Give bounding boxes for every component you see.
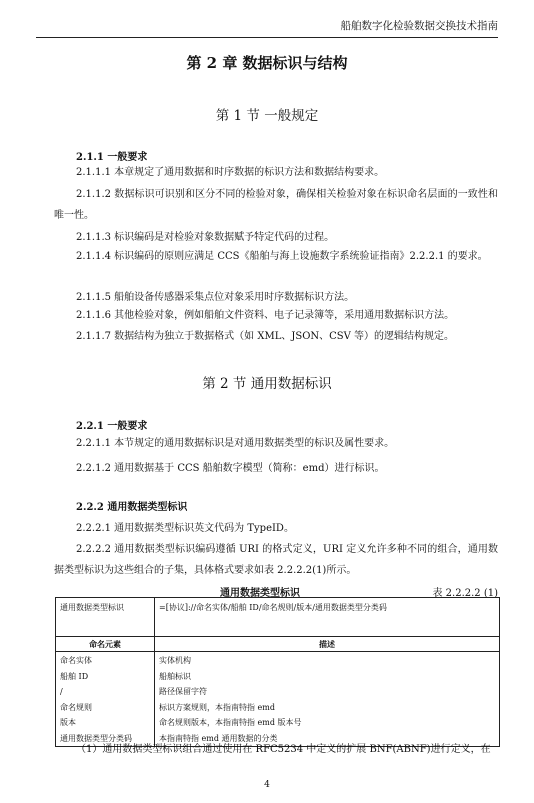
para-2-2-2-1: 2.2.2.1 通用数据类型标识英文代码为 TypeID。 [76, 523, 294, 534]
table-cell-element: 船舶 ID [60, 671, 89, 681]
section-2-title: 第 2 节 通用数据标识 [202, 376, 332, 392]
table-cell-desc: 命名规则版本，本指南特指 emd 版本号 [159, 718, 302, 727]
para-2-1-1-1: 2.1.1.1 本章规定了通用数据和时序数据的标识方法和数据结构要求。 [76, 167, 385, 178]
table-cell-desc: 标识方案规则，本指南特指 emd [159, 702, 275, 712]
element-column [56, 652, 155, 747]
section-1-title: 第 1 节 一般规定 [215, 108, 319, 124]
table-format-row [56, 598, 500, 637]
header-rule [36, 37, 498, 38]
chapter-title: 第 2 章 数据标识与结构 [186, 54, 348, 72]
table-body-row [56, 652, 500, 747]
table-header-row [56, 637, 500, 652]
heading-2-2-2: 2.2.2 通用数据类型标识 [76, 502, 188, 513]
heading-2-1-1: 2.1.1 一般要求 [76, 152, 148, 163]
page-number: 4 [264, 780, 270, 790]
para-abnf-note: （1）通用数据类型标识组合通过使用在 RFC5234 中定义的扩展 BNF(ABNF)进行定义，在 [76, 744, 491, 755]
table-number: 表 2.2.2.2 (1) [432, 588, 498, 599]
para-2-1-1-3: 2.1.1.3 标识编码是对检验对象数据赋予特定代码的过程。 [76, 232, 335, 243]
table-cell-desc: 船舶标识 [159, 671, 191, 681]
col-header-desc: 描述 [155, 637, 500, 652]
table-caption: 通用数据类型标识 [220, 588, 300, 599]
table-cell-desc: 实体机构 [159, 656, 191, 665]
para-2-2-1-2: 2.2.1.2 通用数据基于 CCS 船舶数字模型（简称：emd）进行标识。 [76, 463, 385, 474]
desc-column [155, 652, 500, 747]
table-cell-element: 命名规则 [60, 702, 92, 712]
col-header-element: 命名元素 [56, 637, 155, 652]
table-cell-desc: 本指南特指 emd 通用数据的分类 [159, 733, 278, 743]
table-cell-element: / [60, 687, 63, 696]
format-label-cell: 通用数据类型标识 [56, 598, 155, 637]
table-cell-desc: 路径保留字符 [159, 687, 207, 696]
para-2-1-1-5: 2.1.1.5 船舶设备传感器采集点位对象采用时序数据标识方法。 [76, 292, 355, 303]
table-cell-element: 通用数据类型分类码 [60, 733, 132, 743]
table-cell-element: 版本 [60, 718, 76, 727]
table-cell-element: 命名实体 [60, 656, 92, 665]
para-2-2-2-2: 2.2.2.2 通用数据类型标识编码遵循 URI 的格式定义，URI 定义允许多种不同的组合，通用数据类型标识为这些组合的子集，具体格式要求如表 2.2.2.2(1)所示。 [54, 544, 498, 576]
para-2-1-1-2: 2.1.1.2 数据标识可识别和区分不同的检验对象，确保相关检验对象在标识命名层面的一致性和唯一性。 [54, 189, 498, 221]
running-header: 船舶数字化检验数据交换技术指南 [340, 20, 498, 32]
heading-2-2-1: 2.2.1 一般要求 [76, 421, 148, 432]
type-id-table [55, 597, 500, 747]
para-2-2-1-1: 2.2.1.1 本节规定的通用数据标识是对通用数据类型的标识及属性要求。 [76, 438, 395, 449]
para-2-1-1-6: 2.1.1.6 其他检验对象，例如船舶文件资料、电子记录簿等，采用通用数据标识方法。 [76, 310, 455, 321]
format-value-cell: =[协议]://命名实体/船舶 ID/命名规则/版本/通用数据类型分类码 [155, 598, 500, 637]
para-2-1-1-7: 2.1.1.7 数据结构为独立于数据格式（如 XML、JSON、CSV 等）的逻辑结构规定。 [76, 331, 455, 342]
para-2-1-1-4: 2.1.1.4 标识编码的原则应满足 CCS《船舶与海上设施数字系统验证指南》2.2.2.1 的要求。 [76, 251, 488, 262]
